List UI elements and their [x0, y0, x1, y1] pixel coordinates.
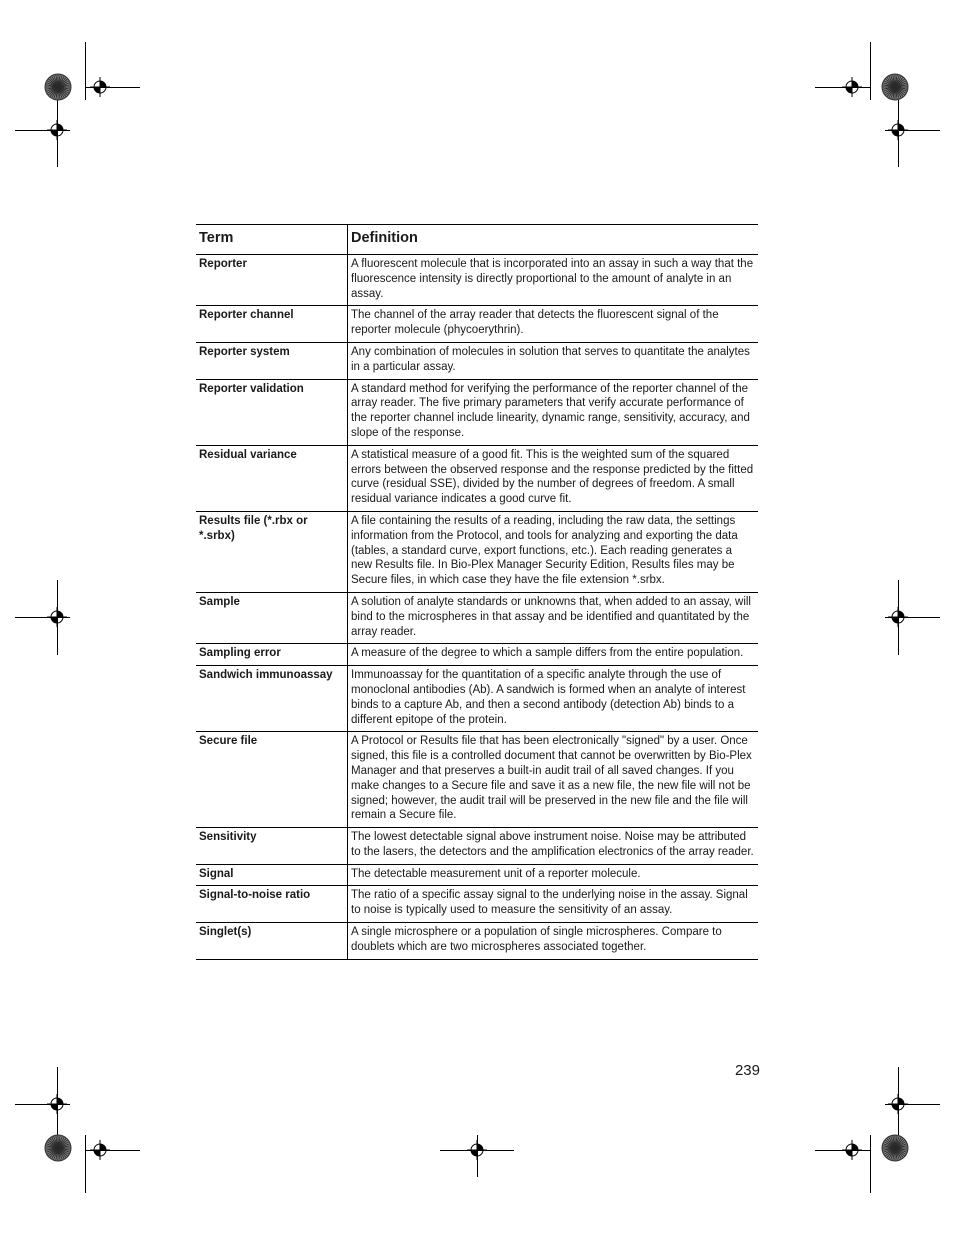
definition-cell: A solution of analyte standards or unknowns that, when added to an assay, will bind to the microspheres in that assay and be identified and quantitated by the array reader. [351, 595, 751, 638]
table-row [196, 923, 758, 960]
definition-cell: A standard method for verifying the performance of the reporter channel of the array reader. The five primary parameters that verify accurate performance of the reporter channel include linearity, dynamic range, sensitivity, accuracy, and slope of the response. [351, 382, 750, 439]
definition-cell: A Protocol or Results file that has been electronically "signed" by a user. Once signed, this file is a controlled document that cannot be overwritten by Bio-Plex Manager and that preserves a built-in audit trail of all saved changes. If you make changes to a Secure file and save it as a new file, the new file will not be signed; however, the audit trail will be preserved in the new file and the file will remain a Secure file. [351, 735, 752, 822]
crop-line [15, 130, 70, 131]
definition-cell: The ratio of a specific assay signal to the underlying noise in the assay. Signal to noise is typically used to measure the sensitivity of an assay. [351, 889, 748, 917]
table-row [196, 593, 758, 644]
crop-line [885, 617, 940, 618]
crop-line [898, 1067, 899, 1135]
color-starburst-icon [44, 73, 72, 101]
crop-line [898, 100, 899, 167]
definition-column-header: Definition [351, 230, 418, 246]
table-row [196, 343, 758, 380]
crop-line [85, 1150, 140, 1151]
term-cell: Singlet(s) [196, 923, 348, 959]
crop-line [440, 1150, 514, 1151]
color-starburst-icon [881, 1134, 909, 1162]
crop-line [85, 42, 86, 100]
crop-line [85, 1135, 86, 1193]
crop-line [15, 1104, 70, 1105]
definition-cell: Immunoassay for the quantitation of a specific analyte through the use of monoclonal antibodies (Ab). A sandwich is formed when an analyte of interest binds to a capture Ab, and then a second antibody (detection Ab) binds to a different epitope of the protein. [351, 669, 746, 726]
crop-line [15, 617, 70, 618]
term-cell: Results file (*.rbx or *.srbx) [196, 512, 348, 592]
term-cell: Reporter validation [196, 380, 348, 445]
table-row [196, 446, 758, 512]
glossary-table [196, 224, 758, 960]
page-number: 239 [734, 1062, 760, 1079]
crop-line [57, 100, 58, 167]
definition-cell: The detectable measurement unit of a reporter molecule. [351, 867, 641, 880]
color-starburst-icon [881, 73, 909, 101]
table-row [196, 644, 758, 666]
crop-line [815, 1150, 870, 1151]
table-row [196, 732, 758, 828]
definition-cell: A file containing the results of a reading, including the raw data, the settings information from the Protocol, and tools for analyzing and exporting the data (tables, a standard curve, export functions, etc.). Each reading generates a new Results file. In Bio-Plex Manager Security Edition, Results files may be Secure files, in which case they have the file extension *.srbx. [351, 514, 738, 587]
term-cell: Reporter system [196, 343, 348, 379]
definition-cell: A measure of the degree to which a sample differs from the entire population. [351, 647, 744, 660]
crop-line [870, 42, 871, 100]
definition-cell: The channel of the array reader that detects the fluorescent signal of the reporter molecule (phycoerythrin). [351, 309, 719, 337]
table-row [196, 512, 758, 593]
crop-line [85, 87, 140, 88]
color-starburst-icon [44, 1134, 72, 1162]
table-header-row [196, 225, 758, 255]
definition-cell: The lowest detectable signal above instrument noise. Noise may be attributed to the lasers, the detectors and the amplification electronics of the array reader. [351, 831, 754, 858]
term-cell: Residual variance [196, 446, 348, 511]
table-row [196, 865, 758, 887]
crop-line [870, 1135, 871, 1193]
crop-line [57, 1067, 58, 1135]
term-cell: Secure file [196, 732, 348, 827]
definition-cell: A fluorescent molecule that is incorporated into an assay in such a way that the fluorescence intensity is directly proportional to the amount of analyte in an assay. [351, 258, 754, 300]
table-row [196, 666, 758, 732]
term-cell: Signal-to-noise ratio [196, 886, 348, 922]
term-cell: Sandwich immunoassay [196, 666, 348, 731]
crop-line [885, 1104, 940, 1105]
table-row [196, 255, 758, 306]
term-cell: Signal [196, 865, 348, 886]
term-column-header: Term [196, 225, 348, 254]
term-cell: Sensitivity [196, 828, 348, 864]
table-row [196, 380, 758, 446]
definition-cell: A single microsphere or a population of single microspheres. Compare to doublets which are two microspheres associated together. [351, 926, 722, 953]
table-row [196, 828, 758, 865]
crop-line [885, 130, 940, 131]
crop-line [477, 1135, 478, 1177]
definition-cell: A statistical measure of a good fit. This is the weighted sum of the squared errors between the observed response and the response predicted by the fitted curve (residual SSE), divided by the number of degrees of freedom. A small residual variance indicates a good curve fit. [351, 448, 754, 506]
table-row [196, 886, 758, 923]
definition-cell: Any combination of molecules in solution that serves to quantitate the analytes in a particular assay. [351, 345, 750, 373]
crop-line [815, 87, 870, 88]
term-cell: Reporter [196, 255, 348, 305]
term-cell: Reporter channel [196, 306, 348, 342]
term-cell: Sampling error [196, 644, 348, 665]
table-row [196, 306, 758, 343]
term-cell: Sample [196, 593, 348, 643]
